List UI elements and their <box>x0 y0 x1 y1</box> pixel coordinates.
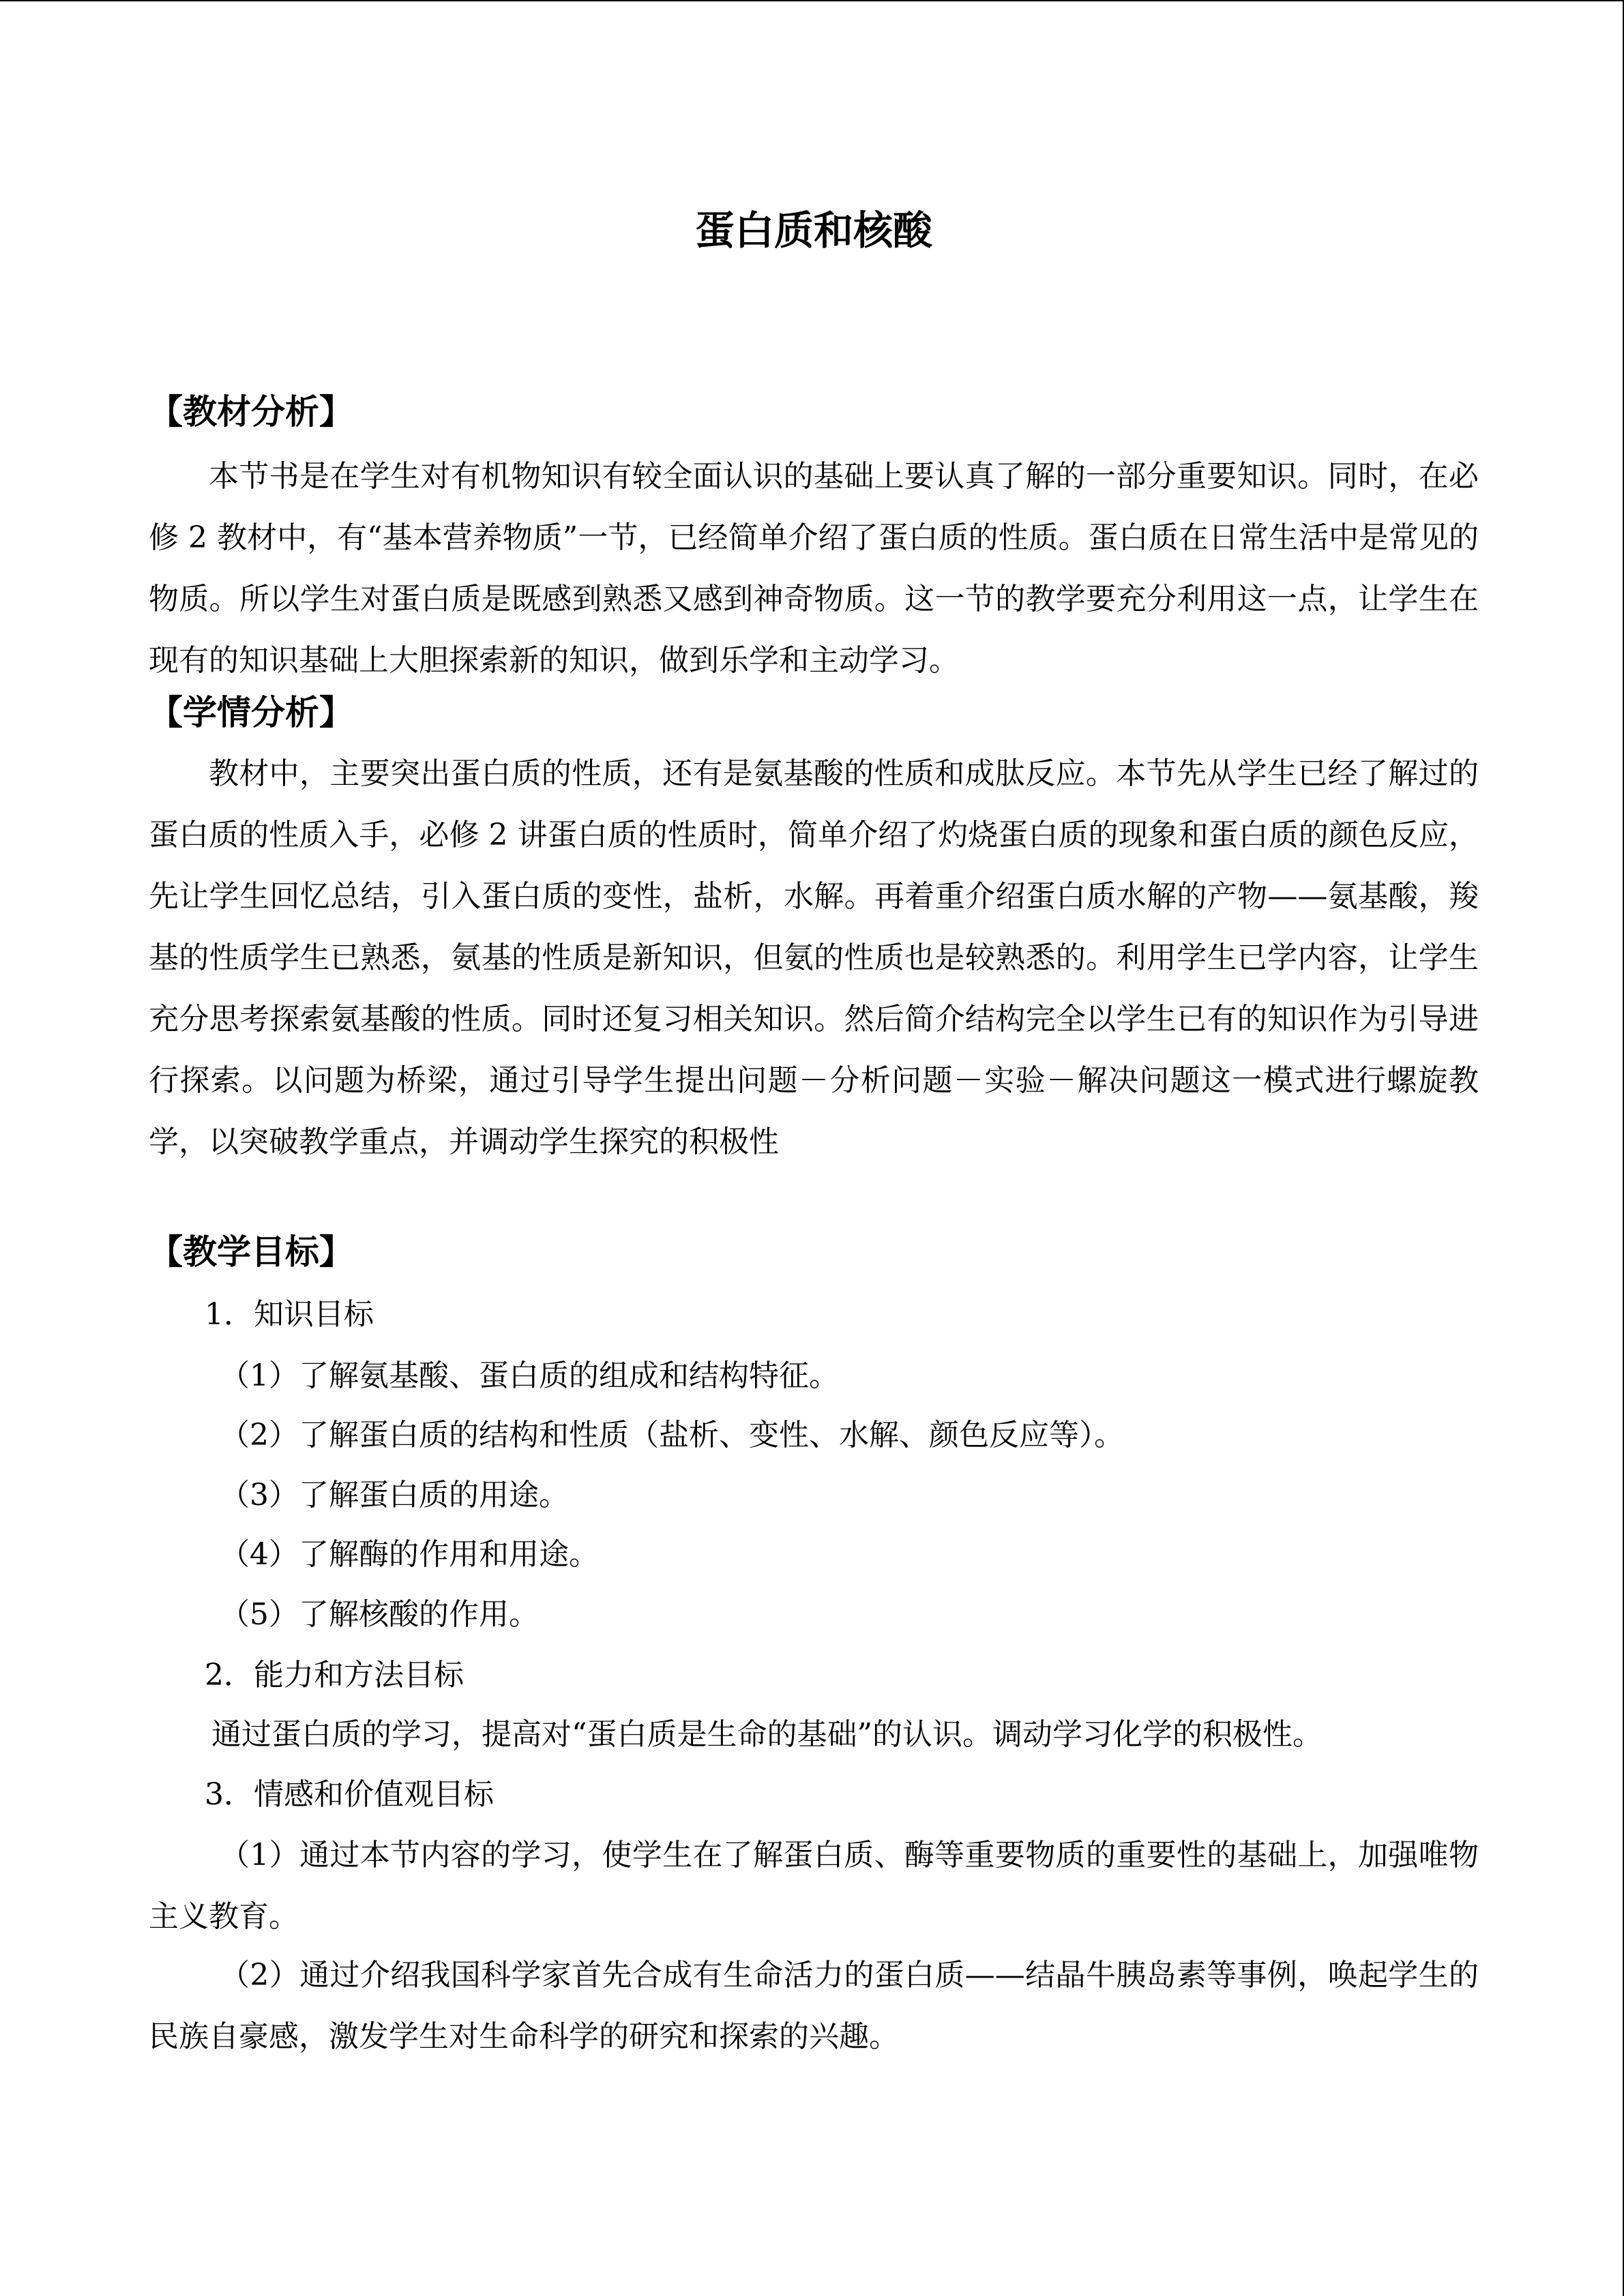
goal-ability-title: 2．能力和方法目标 <box>205 1658 464 1693</box>
knowledge-item: （3）了解蛋白质的用途。 <box>220 1478 569 1512</box>
section-heading-teaching-goals: 【教学目标】 <box>149 1232 353 1272</box>
goal-knowledge-title: 1．知识目标 <box>205 1297 374 1332</box>
emotion-item: （2）通过介绍我国科学家首先合成有生命活力的蛋白质——结晶牛胰岛素等事例，唤起学生的民族自豪感，激发学生对生命科学的研究和探索的兴趣。 <box>149 1958 1479 2054</box>
goal-emotion-title: 3．情感和价值观目标 <box>205 1777 494 1812</box>
emotion-item: （1）通过本节内容的学习，使学生在了解蛋白质、酶等重要物质的重要性的基础上，加强唯物主义教育。 <box>149 1838 1479 1934</box>
section-heading-textbook-analysis: 【教材分析】 <box>149 392 353 432</box>
knowledge-item: （4）了解酶的作用和用途。 <box>220 1537 599 1572</box>
knowledge-item: （5）了解核酸的作用。 <box>220 1597 539 1632</box>
paragraph-student-analysis: 教材中，主要突出蛋白质的性质，还有是氨基酸的性质和成肽反应。本节先从学生已经了解过的蛋白质的性质入手，必修 2 讲蛋白质的性质时，简单介绍了灼烧蛋白质的现象和蛋白质的颜色反应，先让学生回忆总结，引入蛋白质的变性，盐析，水解。再着重介绍蛋白质水解的产物——氨基酸，羧基的性质学生已熟悉，氨基的性质是新知识，但氨的性质也是较熟悉的。利用学生已学内容，让学生充分思考探索氨基酸的性质。同时还复习相关知识。然后简介结构完全以学生已有的知识作为引导进行探索。以问题为桥梁，通过引导学生提出问题－分析问题－实验－解决问题这一模式进行螺旋教学，以突破教学重点，并调动学生探究的积极性 <box>149 756 1479 1159</box>
knowledge-item: （2）了解蛋白质的结构和性质（盐析、变性、水解、颜色反应等）。 <box>220 1418 1124 1452</box>
paragraph-textbook-analysis: 本节书是在学生对有机物知识有较全面认识的基础上要认真了解的一部分重要知识。同时，在必修 2 教材中，有“基本营养物质”一节，已经简单介绍了蛋白质的性质。蛋白质在日常生活中是常见的物质。所以学生对蛋白质是既感到熟悉又感到神奇物质。这一节的教学要充分利用这一点，让学生在现有的知识基础上大胆探索新的知识，做到乐学和主动学习。 <box>149 459 1479 678</box>
document-title: 蛋白质和核酸 <box>694 207 932 254</box>
section-heading-student-analysis: 【学情分析】 <box>149 693 353 732</box>
goal-ability-text: 通过蛋白质的学习，提高对“蛋白质是生命的基础”的认识。调动学习化学的积极性。 <box>211 1717 1323 1752</box>
knowledge-item: （1）了解氨基酸、蛋白质的组成和结构特征。 <box>220 1358 839 1393</box>
